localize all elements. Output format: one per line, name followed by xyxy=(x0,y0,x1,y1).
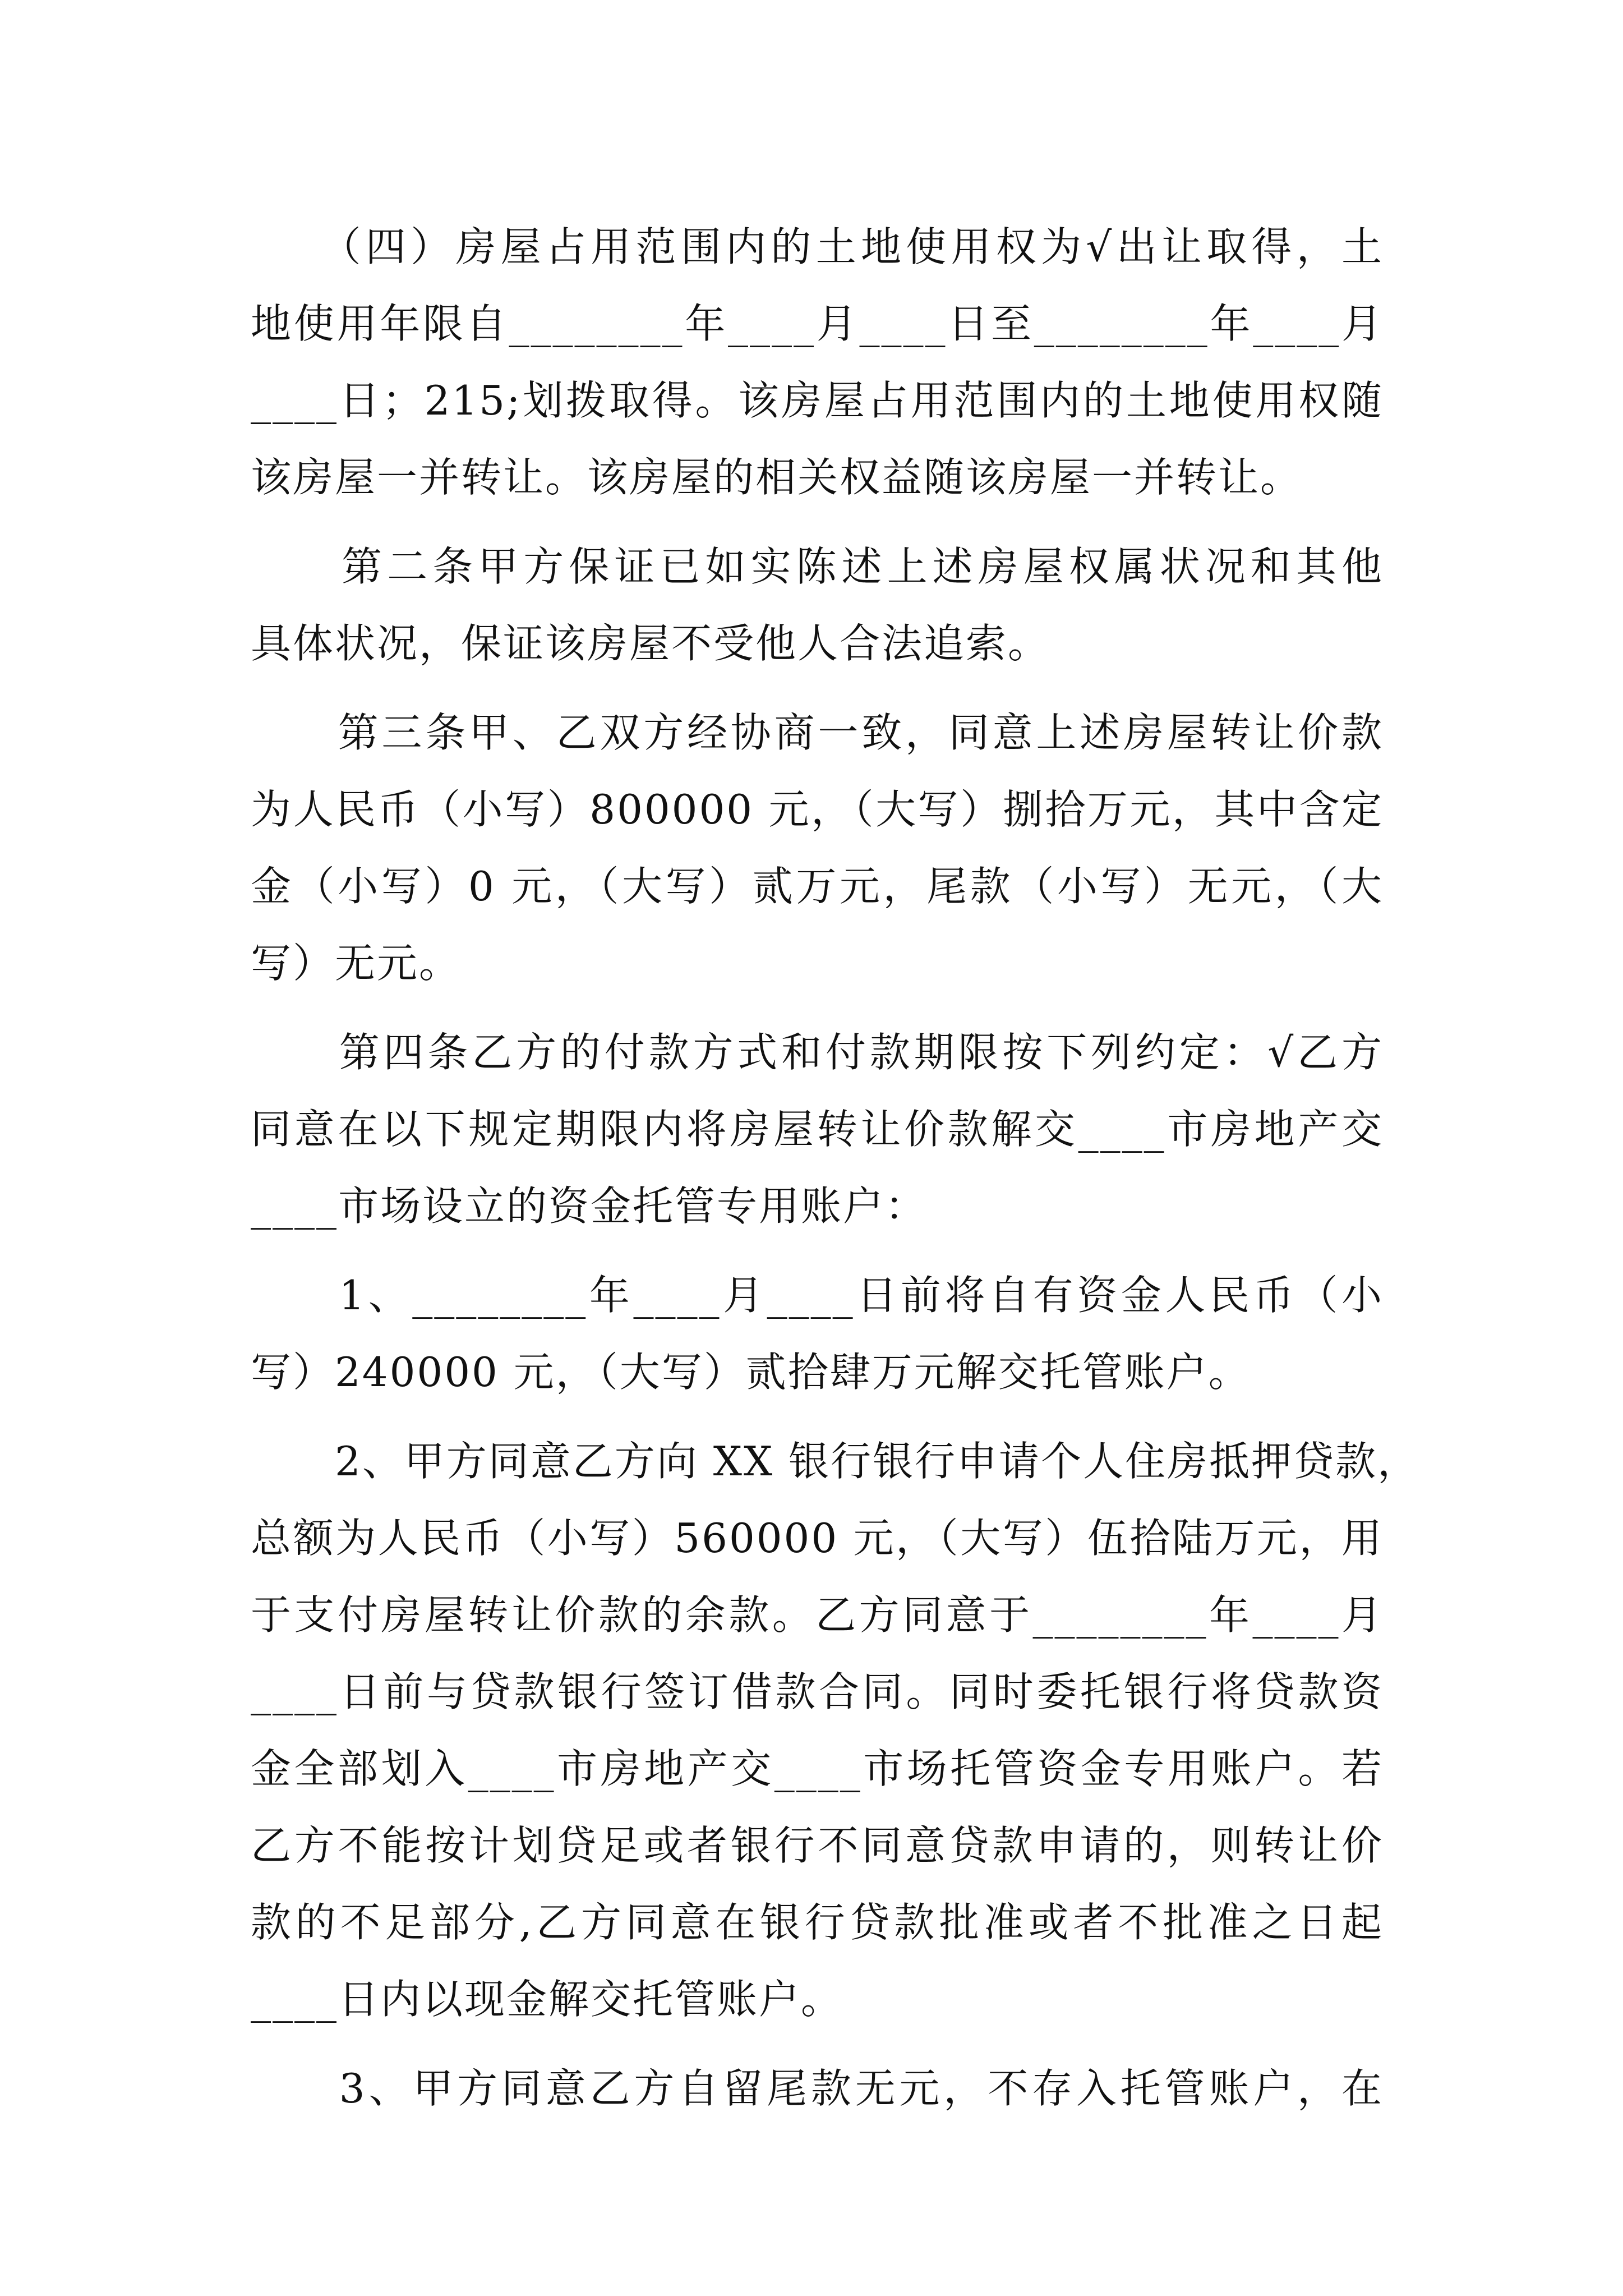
text-line: 乙方不能按计划贷足或者银行不同意贷款申请的，则转让价 xyxy=(251,1822,1384,1869)
text-line: 为人民币（小写）800000 元，（大写）捌拾万元，其中含定 xyxy=(251,786,1384,833)
text-line: ____日；215;划拨取得。该房屋占用范围内的土地使用权随 xyxy=(251,377,1384,424)
paragraph-gap xyxy=(251,1245,1384,1257)
text-line: ____市场设立的资金托管专用账户： xyxy=(251,1182,928,1230)
text-line: 3、甲方同意乙方自留尾款无元，不存入托管账户，在 xyxy=(251,2065,1384,2112)
text-line: 第四条乙方的付款方式和付款期限按下列约定：√乙方 xyxy=(251,1029,1384,1076)
text-line: 2、甲方同意乙方向 XX 银行银行申请个人住房抵押贷款， xyxy=(251,1438,1420,1485)
text-line: ____日前与贷款银行签订借款合同。同时委托银行将贷款资 xyxy=(251,1668,1384,1715)
text-line: 写）无元。 xyxy=(251,940,462,987)
text-line: 金全部划入____市房地产交____市场托管资金专用账户。若 xyxy=(251,1745,1384,1792)
text-line: 款的不足部分,乙方同意在银行贷款批准或者不批准之日起 xyxy=(251,1899,1384,1946)
text-line: 地使用年限自________年____月____日至________年____月 xyxy=(251,300,1384,347)
document-body xyxy=(251,209,1420,2127)
text-line: ____日内以现金解交托管账户。 xyxy=(251,1976,843,2023)
text-line: 1、________年____月____日前将自有资金人民币（小 xyxy=(251,1272,1384,1319)
text-line: 写）240000 元，（大写）贰拾肆万元解交托管账户。 xyxy=(251,1349,1251,1396)
paragraph-gap xyxy=(251,2038,1384,2050)
text-line: 总额为人民币（小写）560000 元，（大写）伍拾陆万元，用 xyxy=(251,1515,1384,1562)
text-line: （四）房屋占用范围内的土地使用权为√出让取得，土 xyxy=(251,223,1384,270)
paragraph-gap xyxy=(251,1411,1384,1423)
text-line: 第二条甲方保证已如实陈述上述房屋权属状况和其他 xyxy=(251,543,1384,590)
text-line: 于支付房屋转让价款的余款。乙方同意于________年____月 xyxy=(251,1591,1384,1639)
text-line: 该房屋一并转让。该房屋的相关权益随该房屋一并转让。 xyxy=(251,454,1303,501)
paragraph-gap xyxy=(251,682,1384,694)
text-line: 第三条甲、乙双方经协商一致，同意上述房屋转让价款 xyxy=(251,709,1384,756)
text-line: 同意在以下规定期限内将房屋转让价款解交____市房地产交 xyxy=(251,1106,1384,1153)
text-line: 金（小写）0 元，（大写）贰万元，尾款（小写）无元，（大 xyxy=(251,863,1384,910)
paragraph-gap xyxy=(251,516,1384,528)
paragraph-gap xyxy=(251,1002,1384,1014)
text-line: 具体状况，保证该房屋不受他人合法追索。 xyxy=(251,620,1050,667)
